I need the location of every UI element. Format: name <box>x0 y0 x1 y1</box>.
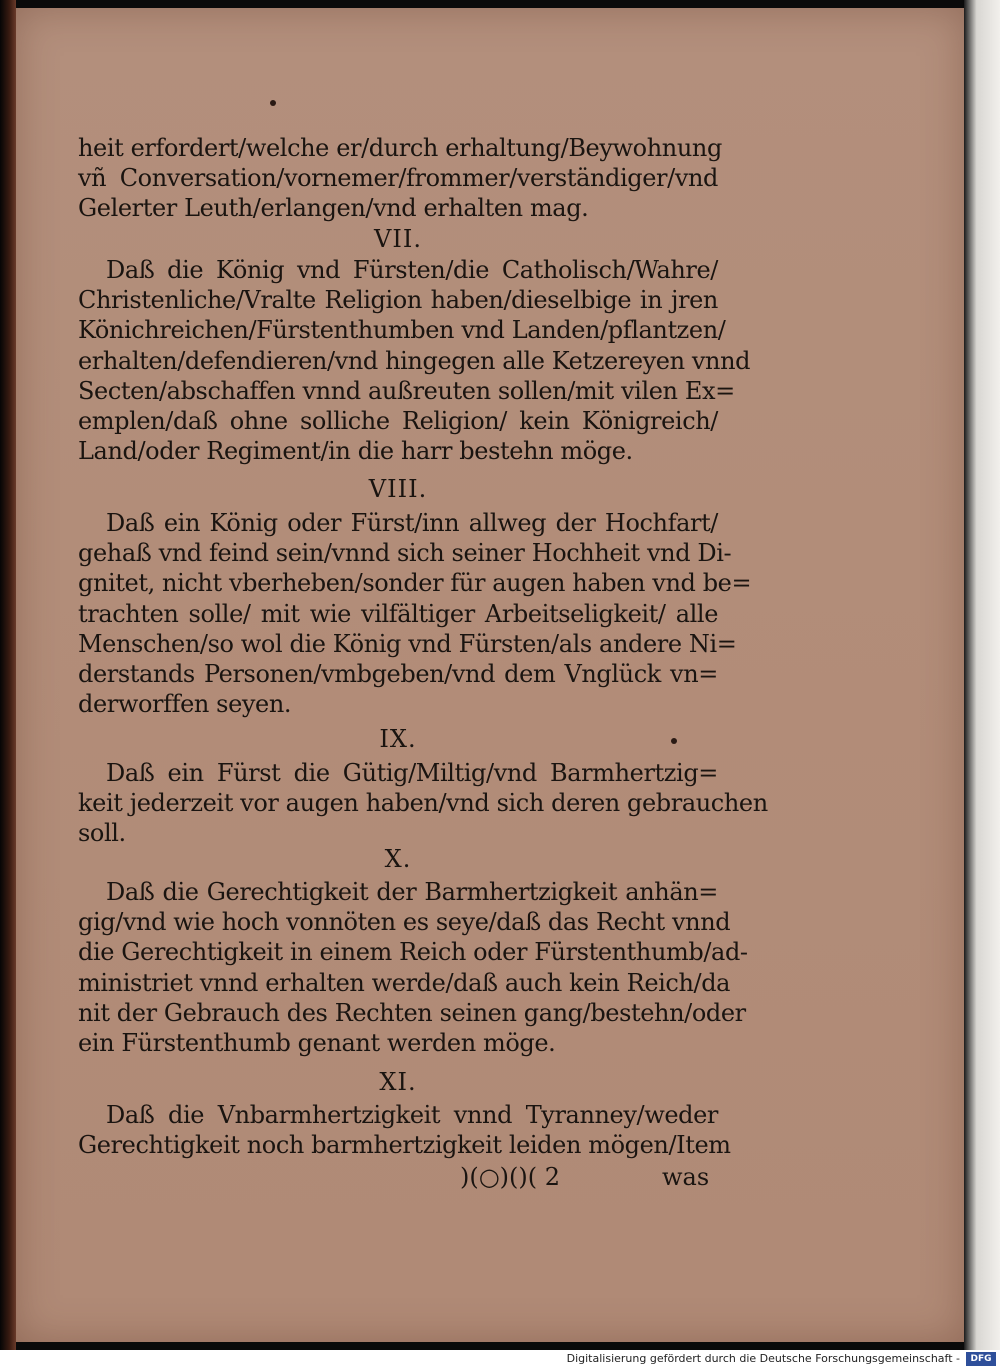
ink-speck <box>270 100 276 106</box>
text-line: Gelerter Leuth/erlangen/vnd erhalten mag. <box>78 194 589 223</box>
section-numeral-viii: VIII. <box>368 475 428 503</box>
section-ix-paragraph <box>78 758 768 849</box>
text-line: erhalten/defendieren/vnd hingegen alle Ketzereyen vnnd <box>78 346 751 375</box>
section-x-paragraph <box>78 877 748 1058</box>
text-line: gig/vnd wie hoch vonnöten es seye/daß das Recht vnnd <box>78 908 731 937</box>
text-line: ministriet vnnd erhalten werde/daß auch kein Reich/da <box>78 968 731 997</box>
section-numeral-vii: VII. <box>374 225 422 253</box>
dfg-notice-bar <box>0 1350 1000 1369</box>
text-line: derworffen seyen. <box>78 690 292 719</box>
text-line: keit jederzeit vor augen haben/vnd sich deren gebrauchen <box>78 789 768 818</box>
section-numeral-ix: IX. <box>379 725 417 753</box>
catchword: was <box>662 1163 710 1191</box>
text-line: Daß ein König oder Fürst/inn allweg der Hochfart/ <box>106 509 718 537</box>
section-numeral-xi: XI. <box>379 1068 417 1096</box>
text-line: gehaß vnd feind sein/vnnd sich seiner Hochheit vnd Di- <box>78 539 732 568</box>
text-line: Daß die König vnd Fürsten/die Catholisch/Wahre/ <box>106 256 718 284</box>
text-line: Secten/abschaffen vnnd außreuten sollen/mit vilen Ex= <box>78 376 735 405</box>
text-line: Daß die Gerechtigkeit der Barmhertzigkeit anhän= <box>106 878 718 906</box>
dfg-logo: DFG <box>966 1352 996 1366</box>
right-page-edge <box>964 0 1000 1350</box>
text-line: Könichreichen/Fürstenthumben vnd Landen/pflantzen/ <box>78 316 726 345</box>
signature-mark: )(○)()( 2 <box>460 1163 561 1191</box>
text-line: die Gerechtigkeit in einem Reich oder Fürstenthumb/ad- <box>78 938 748 967</box>
dfg-notice-text: Digitalisierung gefördert durch die Deutsche Forschungsgemeinschaft - <box>566 1352 960 1365</box>
text-line: heit erfordert/welche er/durch erhaltung/Beywohnung <box>78 134 722 162</box>
section-numeral-x: X. <box>384 845 412 873</box>
text-line: Land/oder Regiment/in die harr bestehn möge. <box>78 437 633 466</box>
intro-paragraph <box>78 133 722 224</box>
text-line: Daß ein Fürst die Gütig/Miltig/vnd Barmhertzig= <box>106 759 718 787</box>
text-line: Menschen/so wol die König vnd Fürsten/als andere Ni= <box>78 629 737 658</box>
text-line: ein Fürstenthumb genant werden möge. <box>78 1029 556 1058</box>
text-line: nit der Gebrauch des Rechten seinen gang/bestehn/oder <box>78 998 746 1027</box>
text-line: Christenliche/Vralte Religion haben/dieselbige in jren <box>78 286 718 315</box>
text-line: derstands Personen/vmbgeben/vnd dem Vnglück vn= <box>78 660 718 689</box>
left-binding-edge <box>0 0 16 1350</box>
text-line: Daß die Vnbarmhertzigkeit vnnd Tyranney/weder <box>106 1101 718 1129</box>
text-line: Gerechtigkeit noch barmhertzigkeit leiden mögen/Item <box>78 1131 731 1160</box>
text-line: trachten solle/ mit wie vilfältiger Arbeitseligkeit/ alle <box>78 599 718 628</box>
text-line: vñ Conversation/vornemer/frommer/verständiger/vnd <box>78 164 718 193</box>
text-line: gnitet, nicht vberheben/sonder für augen haben vnd be= <box>78 569 752 598</box>
text-line: emplen/daß ohne solliche Religion/ kein Königreich/ <box>78 407 718 436</box>
section-vii-paragraph <box>78 255 751 466</box>
section-xi-paragraph <box>78 1100 731 1160</box>
text-line: soll. <box>78 819 126 848</box>
section-viii-paragraph <box>78 508 752 719</box>
